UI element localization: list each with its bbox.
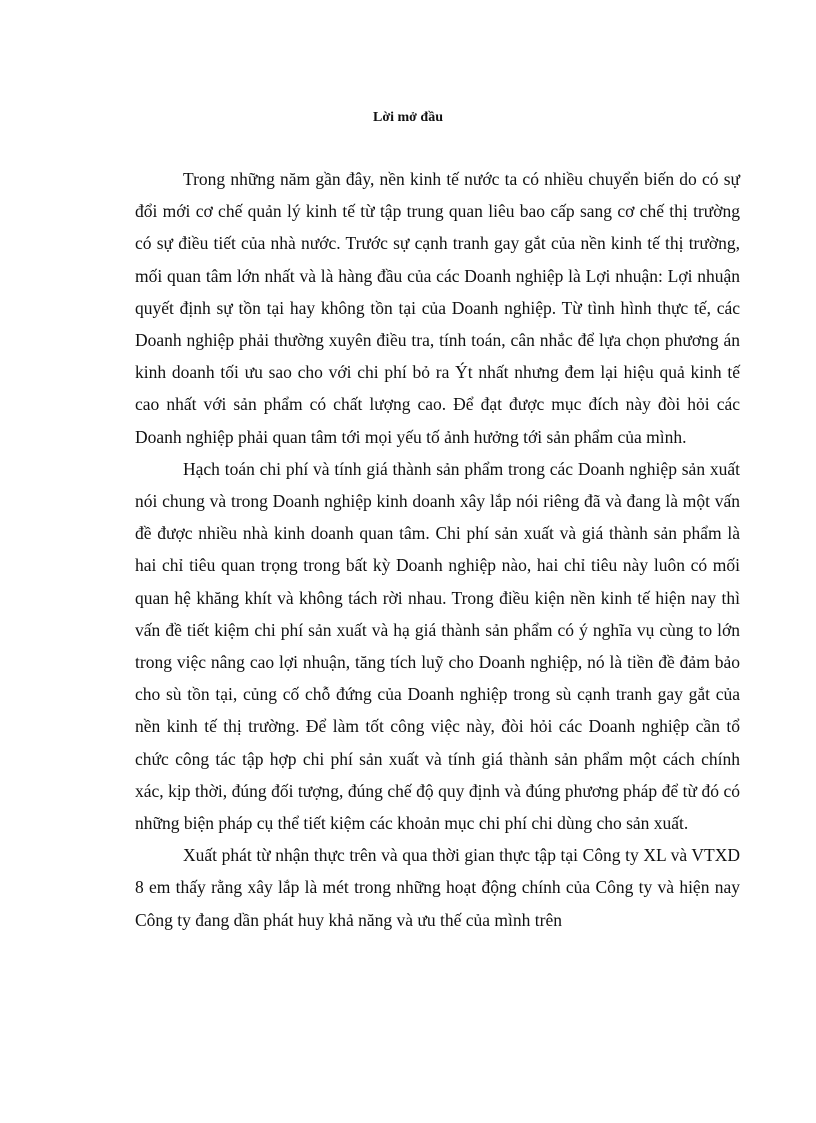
- paragraph-2: Hạch toán chi phí và tính giá thành sản phẩm trong các Doanh nghiệp sản xuất nói chung và trong Doanh nghiệp kinh doanh xây lắp nói riêng đã và đang là một vấn đề được nhiều nhà kinh doanh quan tâm. Chi phí sản xuất và giá thành sản phẩm là hai chỉ tiêu quan trọng trong bất kỳ Doanh nghiệp nào, hai chỉ tiêu này luôn có mối quan hệ khăng khít và không tách rời nhau. Trong điều kiện nền kinh tế hiện nay thì vấn đề tiết kiệm chi phí sản xuất và hạ giá thành sản phẩm có ý nghĩa vụ cùng to lớn trong việc nâng cao lợi nhuận, tăng tích luỹ cho Doanh nghiệp, nó là tiền đề đảm bảo cho sù tồn tại, củng cố chỗ đứng của Doanh nghiệp trong sù cạnh tranh gay gắt của nền kinh tế thị trường. Để làm tốt công việc này, đòi hỏi các Doanh nghiệp cần tổ chức công tác tập hợp chi phí sản xuất và tính giá thành sản phẩm một cách chính xác, kịp thời, đúng đối tượng, đúng chế độ quy định và đúng phương pháp để từ đó có những biện pháp cụ thể tiết kiệm các khoản mục chi phí chi dùng cho sản xuất.: [135, 458, 740, 834]
- paragraph-3: Xuất phát từ nhận thực trên và qua thời gian thực tập tại Công ty XL và VTXD 8 em thấy rằng xây lắp là mét trong những hoạt động chính của Công ty và hiện nay Công ty đang dần phát huy khả năng và ưu thế của mình trên: [135, 845, 740, 930]
- document-body: [135, 163, 740, 936]
- page-title: Lời mở đầu: [373, 110, 443, 125]
- paragraph-1: Trong những năm gần đây, nền kinh tế nước ta có nhiều chuyển biến do có sự đổi mới cơ chế quản lý kinh tế từ tập trung quan liêu bao cấp sang cơ chế thị trường có sự điều tiết của nhà nước. Trước sự cạnh tranh gay gắt của nền kinh tế thị trường, mối quan tâm lớn nhất và là hàng đầu của các Doanh nghiệp là Lợi nhuận: Lợi nhuận quyết định sự tồn tại hay không tồn tại của Doanh nghiệp. Từ tình hình thực tế, các Doanh nghiệp phải thường xuyên điều tra, tính toán, cân nhắc để lựa chọn phương án kinh doanh tối ưu sao cho với chi phí bỏ ra Ýt nhất nhưng đem lại hiệu quả kinh tế cao nhất với sản phẩm có chất lượng cao. Để đạt được mục đích này đòi hỏi các Doanh nghiệp phải quan tâm tới mọi yếu tố ảnh hưởng tới sản phẩm của mình.: [135, 169, 740, 447]
